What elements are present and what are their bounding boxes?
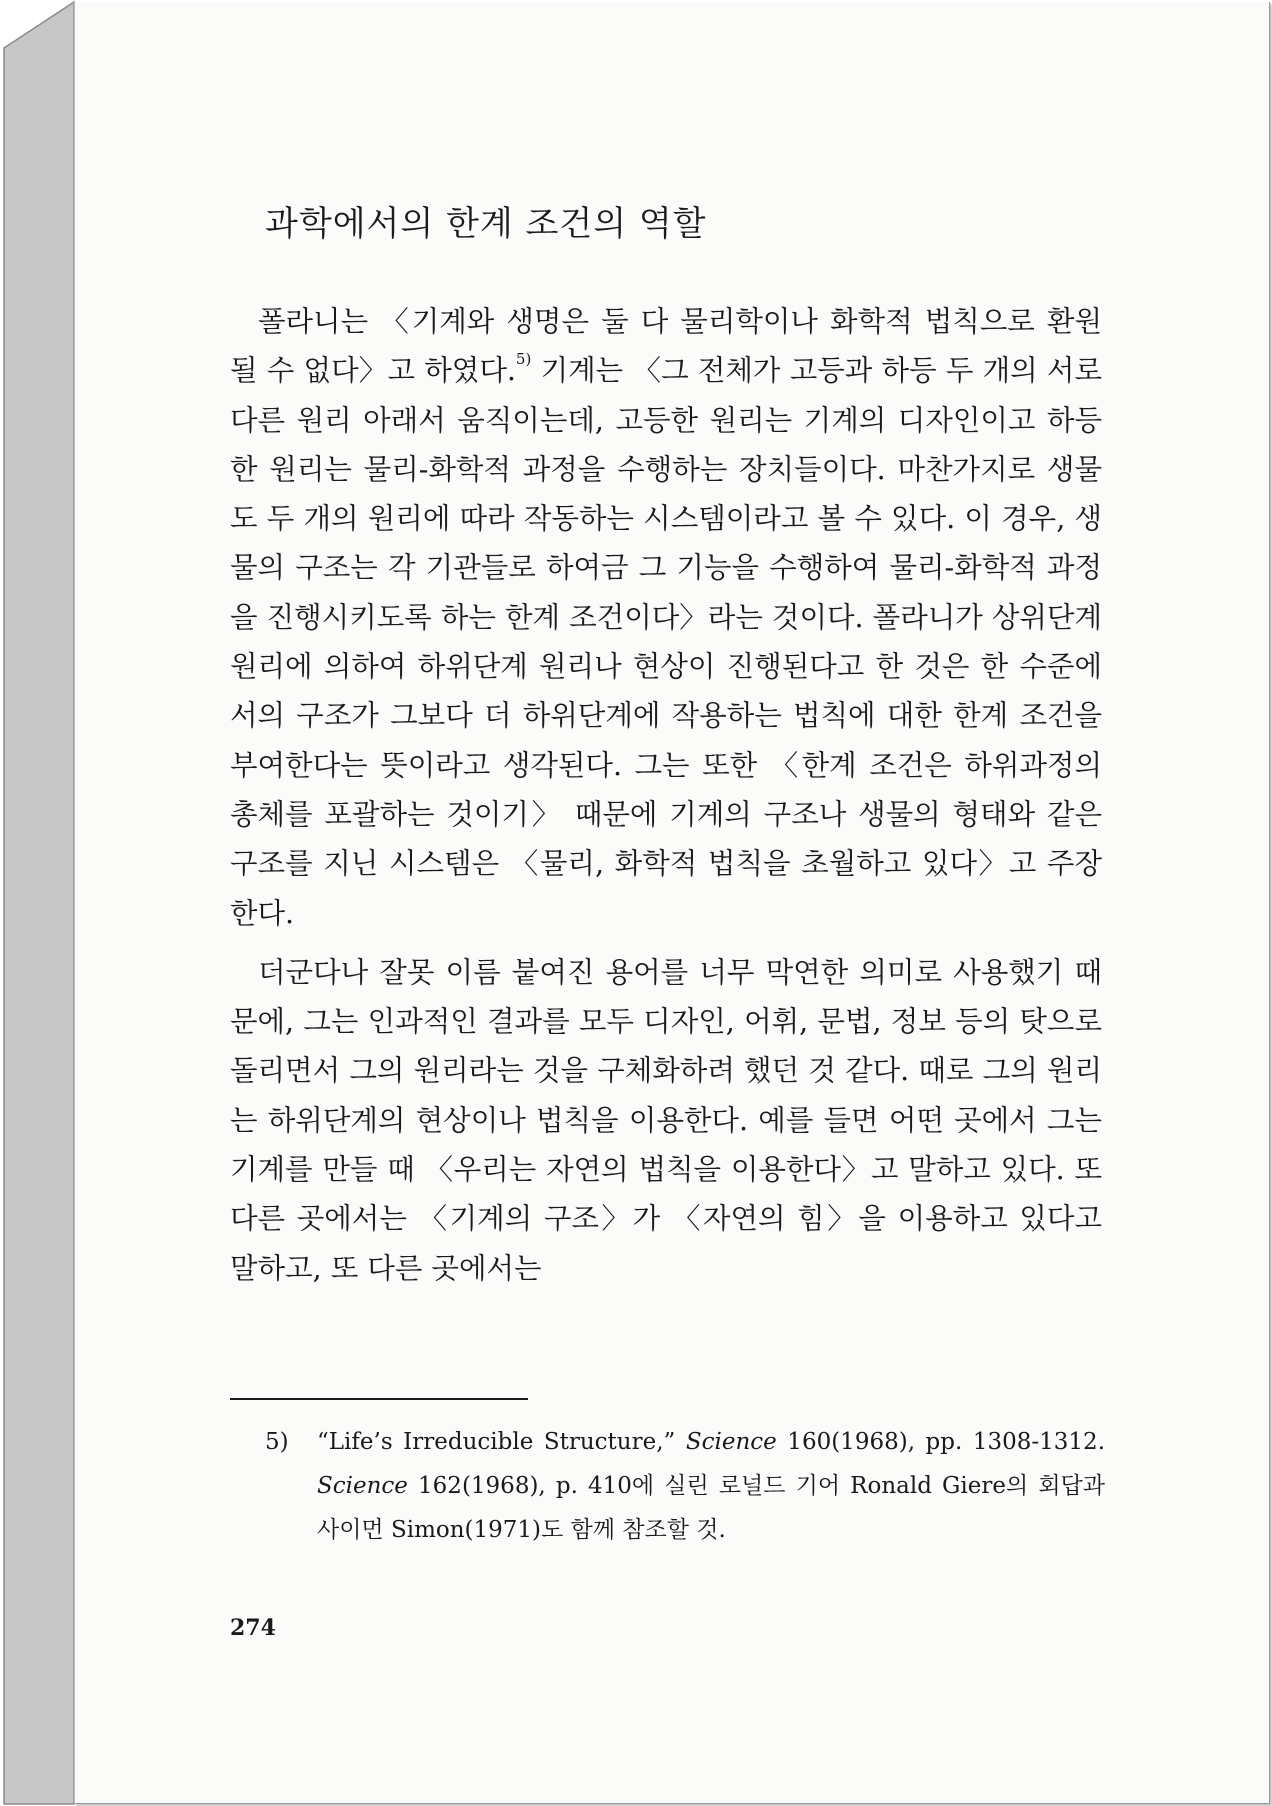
footnote-journal-1: Science [685,1429,777,1455]
footnote-reference-1: 160(1968), pp. 1308-1312. [776,1429,1105,1455]
body-text [230,297,1102,1293]
footnote-quote: “Life’s Irreducible Structure,” [317,1429,676,1455]
footnote-journal-2: Science [317,1473,408,1499]
paragraph-1-text-after-note: 기계는 〈그 전체가 고등과 하등 두 개의 서로 다른 원리 아래서 움직이는데, 고등한 원리는 기계의 디자인이고 하등한 원리는 물리-화학적 과정을 수행하는 장치들이다. 마찬가지로 생물도 두 개의 원리에 따라 작동하는 시스템이라고 볼 수 있다. 이 경우, 생물의 구조는 각 기관들로 하여금 그 기능을 수행하여 물리-화학적 과정을 진행시키도록 하는 한계 조건이다〉라는 것이다. 폴라니가 상위단계 원리에 의하여 하위단계 원리나 현상이 진행된다고 한 것은 한 수준에서의 구조가 그보다 더 하위단계에 작용하는 법칙에 대한 한계 조건을 부여한다는 뜻이라고 생각된다. 그는 또한 〈한계 조건은 하위과정의 총체를 포괄하는 것이기〉 때문에 기계의 구조나 생물의 형태와 같은 구조를 지닌 시스템은 〈물리, 화학적 법칙을 초월하고 있다〉고 주장한다. [230,354,1102,930]
footnote-divider [230,1398,528,1400]
footnote-reference: 5) [515,350,532,369]
paragraph-2: 더군다나 잘못 이름 붙여진 용어를 너무 막연한 의미로 사용했기 때문에, 그는 인과적인 결과를 모두 디자인, 어휘, 문법, 정보 등의 탓으로 돌리면서 그의 원리라는 것을 구체화하려 했던 것 같다. 때로 그의 원리는 하위단계의 현상이나 법칙을 이용한다. 예를 들면 어떤 곳에서 그는 기계를 만들 때 〈우리는 자연의 법칙을 이용한다〉고 말하고 있다. 또 다른 곳에서는 〈기계의 구조〉가 〈자연의 힘〉을 이용하고 있다고 말하고, 또 다른 곳에서는 [230,955,1102,1285]
page-title: 과학에서의 한계 조건의 역할 [265,204,707,244]
page-number: 274 [230,1615,276,1641]
paragraph-1-text-before-note: 폴라니는 〈기계와 생명은 둘 다 물리학이나 화학적 법칙으로 환원될 수 없다〉고 하였다. [230,305,1102,388]
footnote-number: 5) [265,1429,289,1455]
footnote-reference-2: 162(1968), p. 410에 실린 로널드 기어 Ronald Giere의 회답과 사이먼 Simon(1971)도 함께 참조할 것. [317,1473,1105,1543]
paragraph-1 [230,297,1102,938]
footnote [265,1420,1105,1552]
